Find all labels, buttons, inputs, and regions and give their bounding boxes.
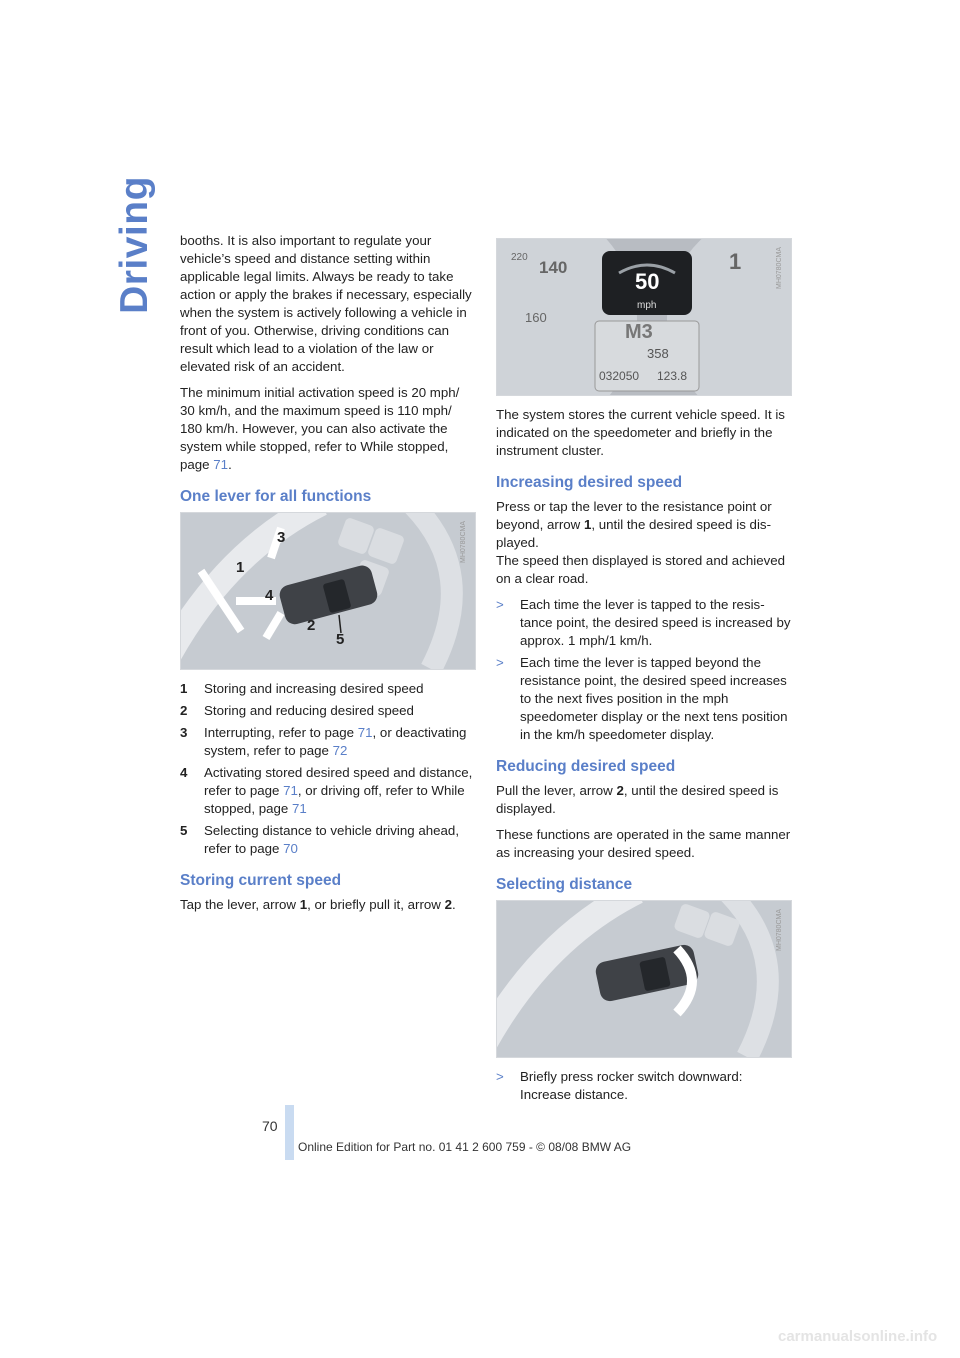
lever-label-1: 1 <box>236 559 245 576</box>
footer-edition: Online Edition for Part no. 01 41 2 600 759 - © 08/08 BMW AG <box>298 1140 632 1154</box>
list-item: > Each time the lever is tapped beyond the resistance point, the desired speed increases to the next fives position in the mph speedometer display or the next tens position in the km/h speedometer display. <box>496 655 788 742</box>
cluster-range: 358 <box>647 346 669 361</box>
heading-storing: Storing current speed <box>180 872 342 889</box>
heading-increasing: Increasing desired speed <box>496 474 683 491</box>
watermark: carmanualsonline.info <box>778 1328 938 1345</box>
reducing-paragraph: Pull the lever, arrow 2, until the desired speed is displayed. <box>496 783 779 816</box>
lever-label-4: 4 <box>265 587 274 604</box>
cluster-unit: mph <box>637 300 657 311</box>
lever-illustration <box>181 513 475 669</box>
section-tab <box>110 150 160 340</box>
heading-lever: One lever for all functions <box>180 488 372 505</box>
list-item: 1 Storing and increasing desired speed <box>180 681 424 696</box>
page-link[interactable]: 71 <box>213 457 229 472</box>
list-item: 5 Selecting distance to vehicle driving ahead, refer to page 70 <box>180 823 460 856</box>
heading-distance: Selecting distance <box>496 876 633 893</box>
list-item: > Briefly press rocker switch downward: Increase distance. <box>496 1069 743 1102</box>
footer-bar <box>285 1105 294 1160</box>
intro-paragraph: booths. It is also important to regulate your vehicle’s speed and distance setting within applicable legal limits. Always be ready to take action or apply the brakes if necessary, especially when the system is actively following a vehicle in front of you. Otherwise, driving conditions can result which lead to a violation of the law or elevated risk of an accident. <box>180 233 472 374</box>
page-link[interactable]: 72 <box>332 743 348 758</box>
lever-label-2: 2 <box>307 617 316 634</box>
figure-code: MH0780CMA <box>776 247 783 290</box>
storing-paragraph: Tap the lever, arrow 1, or briefly pull it, arrow 2. <box>180 897 456 912</box>
section-title: Driving <box>113 176 156 314</box>
function-list <box>180 680 475 858</box>
increasing-bullets <box>496 596 791 744</box>
lever-figure <box>180 512 476 670</box>
cluster-dial-c: 220 <box>511 252 528 263</box>
stores-paragraph: The system stores the current vehicle speed. It is indicated on the speedometer and briefly in the instrument cluster. <box>496 407 785 458</box>
figure-code: MH0780CMA <box>460 521 467 564</box>
cluster-odometer: 032050 <box>599 369 640 383</box>
cluster-trip: 123.8 <box>657 369 688 383</box>
left-column <box>180 232 475 922</box>
reducing-paragraph-2: These functions are operated in the same manner as increasing your desired speed. <box>496 827 791 860</box>
cluster-speed: 50 <box>635 269 660 294</box>
activation-paragraph: The minimum initial activation speed is 20 mph/ 30 km/h, and the maximum speed is 110 mph/ 180 km/h. However, you can also activate the system while stopped, refer to While stopped, page 71. <box>180 385 460 472</box>
page-link[interactable]: 70 <box>283 841 298 856</box>
page-link[interactable]: 71 <box>283 783 298 798</box>
right-column <box>496 232 791 1112</box>
cluster-rev: 1 <box>729 249 742 274</box>
list-item: 2 Storing and reducing desired speed <box>180 703 414 718</box>
page-link[interactable]: 71 <box>357 725 373 740</box>
figure-code: MH0780CMA <box>776 909 783 952</box>
distance-figure <box>496 900 792 1058</box>
list-item: > Each time the lever is tapped to the resistance point, the desired speed is increased by approx. 1 mph/1 km/h. <box>496 597 791 648</box>
cluster-model: M3 <box>625 321 653 343</box>
distance-illustration <box>497 901 791 1057</box>
list-item: 3 Interrupting, refer to page 71, or deactivating system, refer to page 72 <box>180 725 467 758</box>
page-number: 70 <box>262 1118 278 1134</box>
lever-label-3: 3 <box>277 529 286 546</box>
increasing-paragraph: Press or tap the lever to the resistance point or beyond, arrow 1, until the desired speed is displayed. The speed then displayed is stored and achieved on a clear road. <box>496 499 786 586</box>
heading-reducing: Reducing desired speed <box>496 758 676 775</box>
cluster-dial-a: 140 <box>539 258 568 277</box>
distance-bullets <box>496 1068 791 1104</box>
page-link[interactable]: 71 <box>291 801 307 816</box>
lever-label-5: 5 <box>336 631 345 648</box>
cluster-dial-b: 160 <box>525 310 547 325</box>
cluster-figure <box>496 238 792 396</box>
list-item: 4 Activating stored desired speed and distance, refer to page 71, or driving off, refer to While stopped, page 71 <box>180 765 473 816</box>
